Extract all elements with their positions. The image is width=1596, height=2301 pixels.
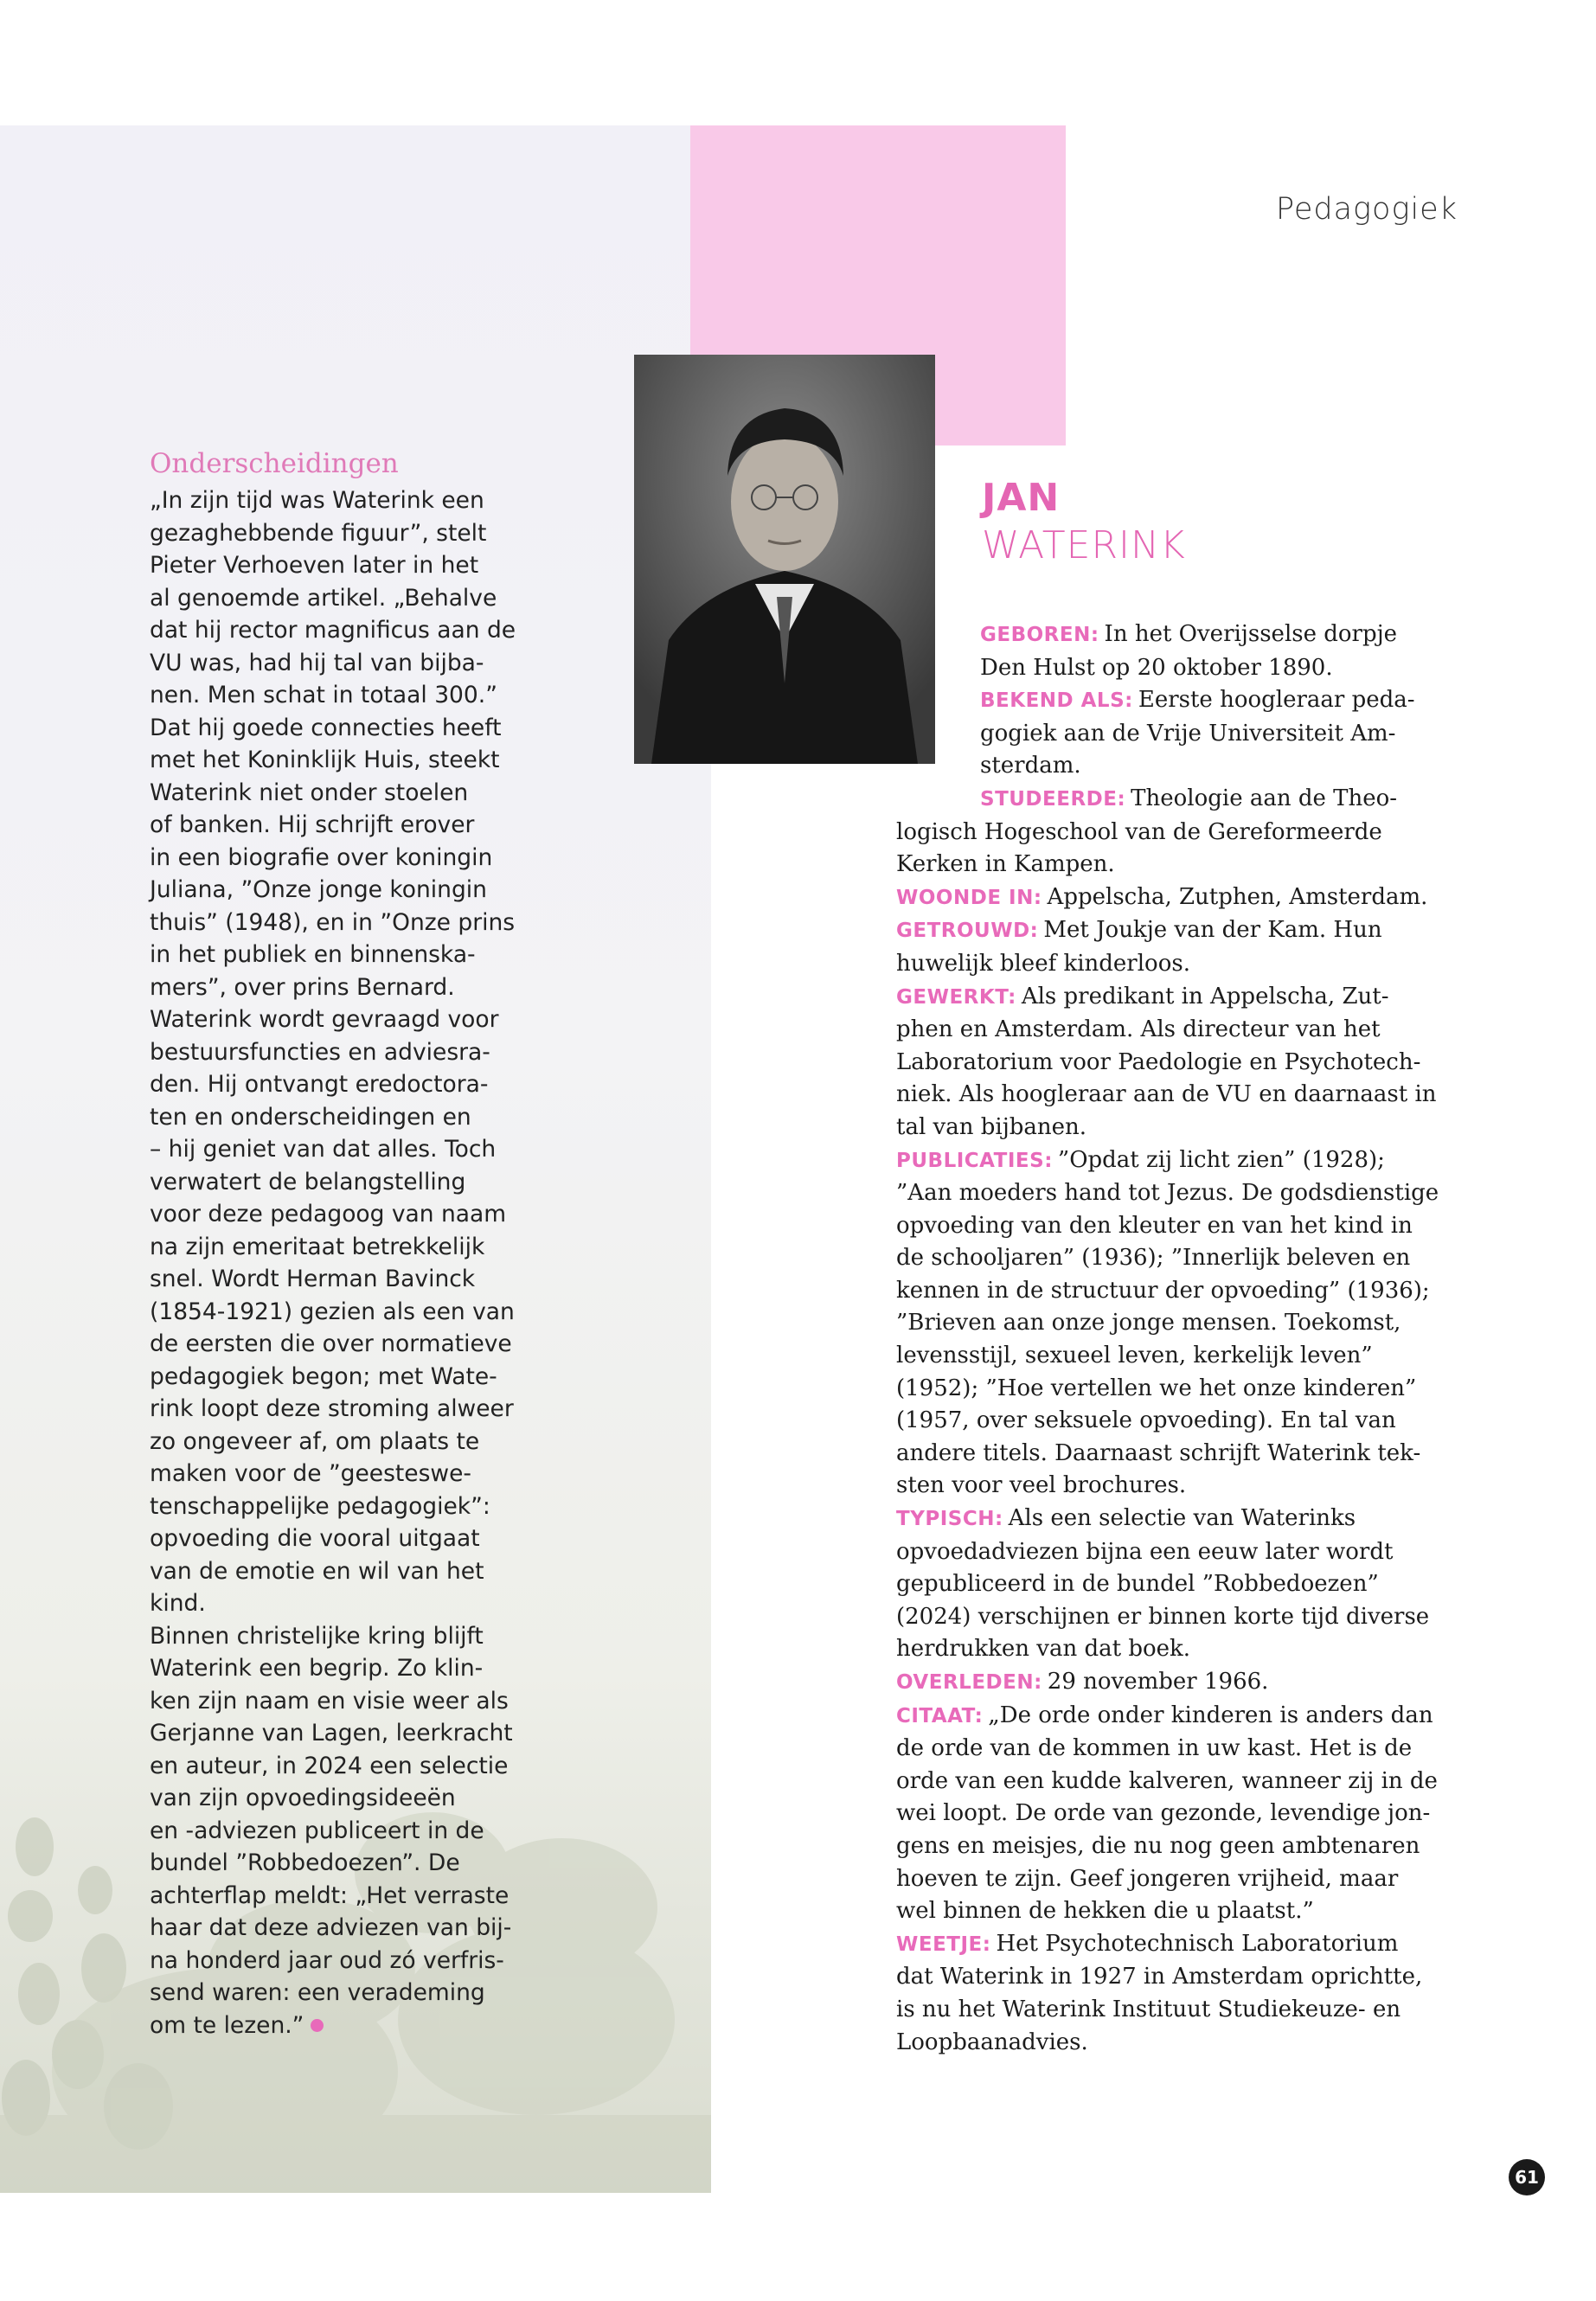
article-line: of banken. Hij schrijft erover (150, 811, 475, 838)
fact-text: Appelscha, Zutphen, Amsterdam. (1047, 883, 1428, 910)
fact-text: kennen in de structuur der opvoeding” (1936); (896, 1277, 1430, 1304)
fact-text: ”Opdat zij licht zien” (1928); (1057, 1146, 1385, 1173)
fact-label: STUDEERDE: (980, 787, 1126, 811)
fact-line (896, 1766, 1467, 1798)
fact-line (896, 1307, 1467, 1340)
fact-text: Den Hulst op 20 oktober 1890. (980, 654, 1333, 681)
fact-text: niek. Als hoogleraar aan de VU en daarnaast in (896, 1081, 1437, 1108)
fact-text: Eerste hoogleraar peda- (1138, 687, 1415, 714)
fact-line (896, 1177, 1467, 1210)
fact-line (896, 1666, 1467, 1700)
fact-text: hoeven te zijn. Geef jongeren vrijheid, maar (896, 1865, 1399, 1892)
fact-text: is nu het Waterink Instituut Studiekeuze- en (896, 1996, 1401, 2022)
fact-text: herdrukken van dat boek. (896, 1636, 1191, 1663)
fact-text: opvoedadviezen bijna een eeuw later wordt (896, 1538, 1394, 1565)
fact-text: tal van bijbanen. (896, 1113, 1087, 1140)
article-line: voor deze pedagoog van naam (150, 1201, 507, 1227)
fact-line (896, 2027, 1467, 2060)
fact-text: logisch Hogeschool van de Gereformeerde (896, 818, 1382, 845)
article-line: send waren: een verademing (150, 1979, 485, 2006)
fact-label: WOONDE IN: (896, 886, 1042, 909)
fact-text: Loopbaanadvies. (896, 2029, 1088, 2055)
fact-line (896, 1568, 1467, 1601)
article-line: Waterink niet onder stoelen (150, 779, 469, 806)
article-line: bundel ”Robbedoezen”. De (150, 1849, 460, 1876)
fact-text: ”Brieven aan onze jonge mensen. Toekomst, (896, 1310, 1401, 1336)
article-line: dat hij rector magnificus aan de (150, 617, 516, 644)
end-dot-icon (311, 2019, 324, 2032)
article-line: en auteur, in 2024 een selectie (150, 1752, 509, 1779)
fact-text: gogiek aan de Vrije Universiteit Am- (980, 720, 1396, 747)
fact-text: Als een selectie van Waterinks (1008, 1505, 1356, 1532)
article-line: den. Hij ontvangt eredoctora- (150, 1071, 489, 1098)
fact-label: OVERLEDEN: (896, 1671, 1042, 1694)
fact-text: dat Waterink in 1927 in Amsterdam oprichtte, (896, 1964, 1423, 1990)
article-line: Juliana, ”Onze jonge koningin (150, 876, 487, 903)
fact-line (896, 1014, 1467, 1047)
article-line: achterflap meldt: „Het verraste (150, 1881, 510, 1909)
fact-text: wei loopt. De orde van gezonde, levendige jon- (896, 1800, 1431, 1827)
article-line: Waterink wordt gevraagd voor (150, 1006, 499, 1033)
page-number: 61 (1509, 2159, 1545, 2195)
fact-line (896, 1047, 1467, 1080)
fact-text: In het Overijsselse dorpje (1104, 621, 1398, 647)
article-line: mers”, over prins Bernard. (150, 973, 455, 1001)
article-line: van de emotie en wil van het (150, 1557, 484, 1585)
fact-label: PUBLICATIES: (896, 1149, 1053, 1172)
fact-label: GEWERKT: (896, 985, 1016, 1009)
fact-line (896, 1144, 1467, 1178)
fact-line (896, 1895, 1467, 1928)
fact-line (896, 1503, 1467, 1536)
fact-line (896, 1438, 1467, 1471)
article-line: „In zijn tijd was Waterink een (150, 487, 484, 514)
fact-text: 29 november 1966. (1047, 1669, 1269, 1695)
fact-label: WEETJE: (896, 1932, 991, 1956)
fact-line (896, 1536, 1467, 1569)
fact-line (896, 817, 1467, 849)
fact-text: gepubliceerd in de bundel ”Robbedoezen” (896, 1571, 1379, 1598)
fact-line (896, 881, 1467, 915)
fact-label: BEKEND ALS: (980, 689, 1133, 713)
article-line: ken zijn naam en visie weer als (150, 1687, 509, 1715)
fact-line (896, 1112, 1467, 1144)
section-heading: Onderscheidingen (150, 448, 399, 479)
article-line: VU was, had hij tal van bijba- (150, 649, 484, 676)
fact-text: huwelijk bleef kinderloos. (896, 950, 1190, 977)
article-line: in het publiek en binnenska- (150, 941, 476, 968)
fact-label: TYPISCH: (896, 1508, 1003, 1531)
article-line: haar dat deze adviezen van bij- (150, 1914, 512, 1941)
article-line: thuis” (1948), en in ”Onze prins (150, 908, 516, 936)
fact-text: Theologie aan de Theo- (1131, 785, 1398, 811)
article-line: rink loopt deze stroming alweer (150, 1395, 514, 1422)
fact-line (896, 981, 1467, 1015)
fact-label: GETROUWD: (896, 920, 1039, 943)
fact-text: Het Psychotechnisch Laboratorium (996, 1930, 1399, 1957)
fact-line (896, 1994, 1467, 2027)
fact-text: de orde van de kommen in uw kast. Het is de (896, 1735, 1413, 1762)
fact-line (896, 1798, 1467, 1830)
article-line: verwatert de belangstelling (150, 1168, 466, 1195)
fact-line (896, 783, 1467, 817)
article-line: bestuursfuncties en adviesra- (150, 1038, 490, 1066)
portrait-photo (634, 355, 935, 764)
fact-line (896, 684, 1467, 718)
fact-line (896, 1633, 1467, 1666)
fact-text: sten voor veel brochures. (896, 1472, 1187, 1499)
fact-text: phen en Amsterdam. Als directeur van het (896, 1016, 1381, 1043)
article-line: gezaghebbende figuur”, stelt (150, 519, 487, 547)
fact-text: Met Joukje van der Kam. Hun (1043, 917, 1382, 944)
subject-first-name: JAN (982, 476, 1061, 520)
fact-text: ”Aan moeders hand tot Jezus. De godsdienstige (896, 1180, 1439, 1207)
article-line: Gerjanne van Lagen, leerkracht (150, 1720, 513, 1747)
fact-text: andere titels. Daarnaast schrijft Waterink tek- (896, 1439, 1421, 1466)
fact-text: (1952); ”Hoe vertellen we het onze kinderen” (896, 1375, 1417, 1401)
fact-line (896, 1242, 1467, 1275)
fact-text: Laboratorium voor Paedologie en Psychotech- (896, 1048, 1421, 1075)
article-line: na honderd jaar oud zó verfris- (150, 1946, 504, 1974)
fact-text: sterdam. (980, 753, 1081, 779)
article-line: om te lezen.” (150, 2009, 530, 2042)
fact-line (896, 1601, 1467, 1634)
fact-text: Als predikant in Appelscha, Zut- (1021, 983, 1389, 1009)
article-line: Dat hij goede connecties heeft (150, 714, 502, 741)
article-line: – hij geniet van dat alles. Toch (150, 1136, 497, 1163)
left-column-article (150, 448, 530, 2041)
fact-text: de schooljaren” (1936); ”Innerlijk beleven en (896, 1245, 1411, 1272)
article-line: kind. (150, 1590, 206, 1617)
article-line: Pieter Verhoeven later in het (150, 552, 479, 579)
article-line: ten en onderscheidingen en (150, 1103, 471, 1131)
fact-line (896, 1340, 1467, 1373)
fact-text: opvoeding van den kleuter en van het kind in (896, 1212, 1413, 1239)
article-line: zo ongeveer af, om plaats te (150, 1427, 480, 1455)
fact-line (896, 1830, 1467, 1863)
fact-line (896, 1733, 1467, 1766)
fact-line (896, 1928, 1467, 1962)
article-body (150, 484, 530, 2041)
section-label: Pedagogiek (1275, 192, 1458, 227)
fact-line (896, 849, 1467, 881)
article-line: Waterink een begrip. Zo klin- (150, 1655, 484, 1682)
fact-line (896, 1079, 1467, 1112)
biography-facts (896, 619, 1467, 2059)
fact-line (896, 718, 1467, 751)
fact-line (896, 1373, 1467, 1406)
fact-text: (1957, over seksuele opvoeding). En tal van (896, 1407, 1396, 1434)
fact-line (896, 1405, 1467, 1438)
fact-line (896, 1863, 1467, 1896)
fact-text: Kerken in Kampen. (896, 851, 1115, 878)
article-line: pedagogiek begon; met Wate- (150, 1362, 497, 1390)
fact-line (896, 619, 1467, 652)
article-line: opvoeding die vooral uitgaat (150, 1525, 480, 1552)
article-line: snel. Wordt Herman Bavinck (150, 1266, 476, 1292)
article-line: in een biografie over koningin (150, 843, 493, 871)
fact-line (896, 1470, 1467, 1503)
article-line: Binnen christelijke kring blijft (150, 1622, 484, 1650)
fact-text: gens en meisjes, die nu nog geen ambtenaren (896, 1832, 1420, 1859)
article-line: (1854-1921) gezien als een van (150, 1298, 515, 1325)
fact-line (896, 652, 1467, 685)
fact-line (896, 1700, 1467, 1734)
article-line: de eersten die over normatieve (150, 1330, 512, 1357)
subject-last-name: WATERINK (982, 523, 1186, 567)
fact-text: orde van een kudde kalveren, wanneer zij in de (896, 1767, 1438, 1794)
fact-label: GEBOREN: (980, 624, 1099, 646)
article-line: van zijn opvoedingsideeën (150, 1785, 456, 1811)
article-line: met het Koninklijk Huis, steekt (150, 747, 500, 773)
fact-label: CITAAT: (896, 1704, 984, 1727)
article-line: nen. Men schat in totaal 300.” (150, 682, 497, 708)
fact-text: levensstijl, sexueel leven, kerkelijk leven” (896, 1343, 1373, 1369)
fact-line (896, 1210, 1467, 1243)
fact-line (896, 1275, 1467, 1308)
article-line: al genoemde artikel. „Behalve (150, 584, 497, 612)
article-line: en -adviezen publiceert in de (150, 1817, 484, 1844)
article-line: tenschappelijke pedagogiek”: (150, 1492, 490, 1520)
fact-line (896, 1961, 1467, 1994)
fact-line (896, 914, 1467, 948)
article-line: maken voor de ”geesteswe- (150, 1460, 471, 1487)
fact-line (896, 948, 1467, 981)
fact-text: „De orde onder kinderen is anders dan (988, 1702, 1433, 1728)
article-line: na zijn emeritaat betrekkelijk (150, 1233, 485, 1260)
fact-text: wel binnen de hekken die u plaatst.” (896, 1898, 1314, 1925)
fact-line (896, 750, 1467, 783)
fact-text: (2024) verschijnen er binnen korte tijd diverse (896, 1603, 1430, 1630)
